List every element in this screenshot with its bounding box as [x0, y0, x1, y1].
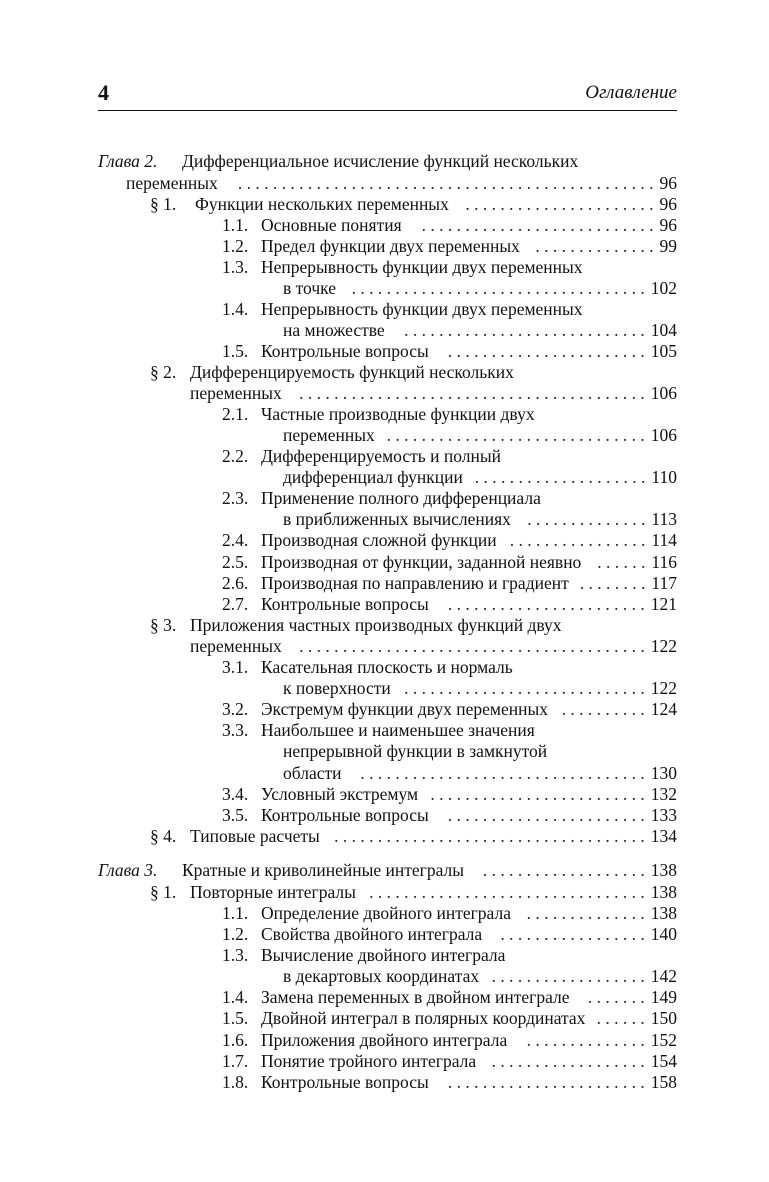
toc-subsection [0, 215, 677, 236]
subsection-title: Производная от функции, заданной неявно [261, 552, 582, 572]
page-ref: 154 [650, 1051, 677, 1071]
leader-dots: . . . . . . . . . . . . . . . . . [500, 924, 645, 944]
toc-subsection-cont [0, 467, 677, 488]
subsection-number: 3.5. [222, 805, 249, 825]
leader-dots: . . . . . . . [587, 987, 645, 1007]
leader-dots: . . . . . . . . . . . . . . . . . . . . . . [465, 194, 654, 214]
toc-subsection [0, 1030, 677, 1051]
toc-subsection-cont [0, 425, 677, 446]
subsection-number: 1.3. [222, 945, 249, 965]
leader-dots: . . . . . . . . . . . . . . . . . . . . . . . . . . . . . . . . . [360, 763, 645, 783]
toc-subsection [0, 552, 677, 573]
toc-subsection [0, 573, 677, 594]
subsection-number: 1.1. [222, 903, 249, 923]
leader-dots: . . . . . . . . . . . . . . . . . . . . . . . . . . . . . . . . [369, 882, 645, 902]
subsection-title: Двойной интеграл в полярных координатах [261, 1008, 586, 1028]
subsection-number: 2.1. [222, 404, 249, 424]
toc-subsection [0, 1051, 677, 1072]
leader-dots: . . . . . . . . . . . . . . . . . . . . . . . [447, 805, 645, 825]
subsection-title: Контрольные вопросы [261, 805, 429, 825]
leader-dots: . . . . . . . . . . . . . . . . . . . [482, 860, 645, 880]
leader-dots: . . . . . . . . . . . . . . . . . . . . . . . . . . . . . . . . . . . . [334, 826, 645, 846]
subsection-title-cont: непрерывной функции в замкнутой [283, 741, 548, 761]
toc-subsection [0, 945, 677, 966]
leader-dots: . . . . . . . . . . . . . . . . . . . . . . . . . . . . . . [386, 425, 645, 445]
subsection-title-cont: к поверхности [283, 678, 391, 698]
chapter-title: Кратные и криволинейные интегралы [182, 860, 465, 880]
toc-subsection [0, 699, 677, 720]
subsection-title: Контрольные вопросы [261, 1072, 429, 1092]
subsection-number: 1.5. [222, 1008, 249, 1028]
toc-subsection [0, 784, 677, 805]
toc-subsection [0, 404, 677, 425]
leader-dots: . . . . . . . . . . . . . . . . . . . . . . . . . . . . . . . . . . [351, 278, 645, 298]
page-ref: 121 [650, 594, 677, 614]
leader-dots: . . . . . . . . . . . . . . . . . . . . . . . [447, 341, 645, 361]
subsection-title-cont: в декартовых координатах [283, 966, 480, 986]
toc-subsection [0, 236, 677, 257]
chapter-title: Дифференциальное исчисление функций нескольких [182, 151, 579, 171]
subsection-title: Непрерывность функции двух переменных [261, 257, 583, 277]
subsection-number: 1.5. [222, 341, 249, 361]
leader-dots: . . . . . . . . . . . . . . . . . . [491, 966, 645, 986]
subsection-title: Производная сложной функции [261, 530, 497, 550]
toc-subsection [0, 987, 677, 1008]
page-ref: 138 [650, 882, 677, 902]
page-ref: 114 [651, 530, 677, 550]
subsection-number: 1.3. [222, 257, 249, 277]
subsection-title-cont: переменных [283, 425, 375, 445]
toc-subsection [0, 720, 677, 741]
section-number: § 3. [150, 615, 177, 635]
leader-dots: . . . . . . [596, 1008, 645, 1028]
section-title: Типовые расчеты [190, 826, 320, 846]
section-number: § 1. [150, 194, 177, 214]
leader-dots: . . . . . . . . . . . . . . . . . . [491, 1051, 645, 1071]
section-title: Повторные интегралы [190, 882, 356, 902]
subsection-number: 3.3. [222, 720, 249, 740]
toc-chapter-heading [0, 860, 677, 881]
page-ref: 150 [650, 1008, 677, 1028]
subsection-title: Касательная плоскость и нормаль [261, 657, 513, 677]
page-ref: 116 [651, 552, 677, 572]
page-ref: 133 [650, 805, 677, 825]
leader-dots: . . . . . . . . . . . . . . . . . . . . . . . . . [430, 784, 645, 804]
subsection-title: Замена переменных в двойном интеграле [261, 987, 570, 1007]
page-ref: 117 [651, 573, 677, 593]
subsection-number: 2.2. [222, 446, 249, 466]
section-title-cont: переменных [190, 636, 282, 656]
toc-section [0, 882, 677, 903]
toc-subsection-cont [0, 741, 677, 762]
toc-subsection [0, 1072, 677, 1093]
subsection-title-cont: в приближенных вычислениях [283, 509, 511, 529]
subsection-number: 3.1. [222, 657, 249, 677]
page-ref: 99 [659, 236, 677, 256]
leader-dots: . . . . . . . . [579, 573, 646, 593]
subsection-title: Предел функции двух переменных [261, 236, 520, 256]
section-title: Дифференцируемость функций нескольких [190, 362, 514, 382]
subsection-number: 3.4. [222, 784, 249, 804]
subsection-number: 1.4. [222, 299, 249, 319]
page-ref: 130 [650, 763, 677, 783]
toc-subsection-cont [0, 966, 677, 987]
leader-dots: . . . . . . . . . . . . . . . . . . . . . . . . . . . . . . . . . . . . . . . . . . . . . . . . [237, 173, 654, 193]
leader-dots: . . . . . . . . . . [561, 699, 645, 719]
toc-subsection [0, 299, 677, 320]
toc-subsection [0, 530, 677, 551]
running-title: Оглавление [585, 82, 677, 103]
subsection-title: Приложения двойного интеграла [261, 1030, 508, 1050]
page-ref: 124 [650, 699, 677, 719]
toc-chapter-heading-cont [0, 173, 677, 194]
subsection-number: 1.4. [222, 987, 249, 1007]
section-title: Функции нескольких переменных [195, 194, 449, 214]
toc-section-cont [0, 636, 677, 657]
section-title: Приложения частных производных функций двух [190, 615, 562, 635]
toc-section [0, 362, 677, 383]
toc-subsection [0, 657, 677, 678]
toc-subsection [0, 341, 677, 362]
section-number: § 1. [150, 882, 177, 902]
leader-dots: . . . . . . . . . . . . . . [526, 903, 645, 923]
page-ref: 140 [650, 924, 677, 944]
page-ref: 142 [650, 966, 677, 986]
toc-section [0, 194, 677, 215]
leader-dots: . . . . . . [597, 552, 646, 572]
page-ref: 102 [650, 278, 677, 298]
chapter-label: Глава 2. [98, 151, 158, 171]
leader-dots: . . . . . . . . . . . . . . [527, 509, 646, 529]
section-number: § 4. [150, 826, 177, 846]
section-number: § 2. [150, 362, 177, 382]
subsection-number: 3.2. [222, 699, 249, 719]
subsection-title: Понятие тройного интеграла [261, 1051, 477, 1071]
subsection-title: Непрерывность функции двух переменных [261, 299, 583, 319]
subsection-title-cont: в точке [283, 278, 336, 298]
toc-subsection [0, 488, 677, 509]
subsection-title: Основные понятия [261, 215, 402, 235]
subsection-number: 1.2. [222, 924, 249, 944]
subsection-number: 1.8. [222, 1072, 249, 1092]
toc-section [0, 615, 677, 636]
toc-subsection [0, 805, 677, 826]
toc-subsection-cont [0, 763, 677, 784]
toc-subsection [0, 1008, 677, 1029]
subsection-number: 1.1. [222, 215, 249, 235]
subsection-title: Свойства двойного интеграла [261, 924, 483, 944]
page-ref: 149 [650, 987, 677, 1007]
subsection-number: 1.2. [222, 236, 249, 256]
page-ref: 132 [650, 784, 677, 804]
leader-dots: . . . . . . . . . . . . . . . . . . . . [474, 467, 646, 487]
leader-dots: . . . . . . . . . . . . . . . . [509, 530, 646, 550]
page-ref: 105 [650, 341, 677, 361]
subsection-title-cont: на множестве [283, 320, 385, 340]
toc-chapter-heading [0, 151, 677, 172]
subsection-title: Наибольшее и наименьшее значения [261, 720, 535, 740]
subsection-number: 1.7. [222, 1051, 249, 1071]
header-rule [98, 110, 677, 111]
toc-subsection [0, 257, 677, 278]
page-ref: 152 [650, 1030, 677, 1050]
leader-dots: . . . . . . . . . . . . . . . . . . . . . . . . . . . . [404, 678, 645, 698]
page-ref: 106 [650, 425, 677, 445]
subsection-number: 2.5. [222, 552, 249, 572]
subsection-title: Условный экстремум [261, 784, 419, 804]
leader-dots: . . . . . . . . . . . . . . . . . . . . . . . . . . . . . . . . . . . . . . . . [299, 383, 645, 403]
page-ref: 96 [659, 215, 677, 235]
toc-subsection [0, 446, 677, 467]
subsection-number: 2.3. [222, 488, 249, 508]
subsection-number: 2.7. [222, 594, 249, 614]
page-ref: 106 [650, 383, 677, 403]
leader-dots: . . . . . . . . . . . . . . . . . . . . . . . [447, 594, 645, 614]
leader-dots: . . . . . . . . . . . . . . . . . . . . . . . . . . . . [404, 320, 645, 340]
subsection-number: 2.6. [222, 573, 249, 593]
toc-section [0, 826, 677, 847]
section-title-cont: переменных [190, 383, 282, 403]
subsection-title-cont: области [283, 763, 342, 783]
toc-subsection-cont [0, 678, 677, 699]
page-ref: 122 [650, 636, 677, 656]
page-ref: 138 [650, 860, 677, 880]
subsection-title: Вычисление двойного интеграла [261, 945, 506, 965]
toc-subsection [0, 594, 677, 615]
page-ref: 138 [650, 903, 677, 923]
toc-subsection-cont [0, 278, 677, 299]
page-ref: 122 [650, 678, 677, 698]
chapter-label: Глава 3. [98, 860, 158, 880]
page-ref: 158 [650, 1072, 677, 1092]
subsection-title: Дифференцируемость и полный [261, 446, 501, 466]
page-ref: 113 [651, 509, 677, 529]
page-ref: 134 [650, 826, 677, 846]
subsection-title: Контрольные вопросы [261, 341, 429, 361]
subsection-number: 1.6. [222, 1030, 249, 1050]
page-ref: 96 [659, 194, 677, 214]
leader-dots: . . . . . . . . . . . . . . . . . . . . . . . [447, 1072, 645, 1092]
toc-subsection-cont [0, 509, 677, 530]
page-ref: 104 [650, 320, 677, 340]
subsection-number: 2.4. [222, 530, 249, 550]
toc-subsection-cont [0, 320, 677, 341]
subsection-title: Частные производные функции двух [261, 404, 535, 424]
toc-subsection [0, 903, 677, 924]
page-ref: 96 [659, 173, 677, 193]
leader-dots: . . . . . . . . . . . . . . [535, 236, 654, 256]
subsection-title: Контрольные вопросы [261, 594, 429, 614]
toc-section-cont [0, 383, 677, 404]
leader-dots: . . . . . . . . . . . . . . [526, 1030, 645, 1050]
toc-subsection [0, 924, 677, 945]
page-number: 4 [98, 80, 109, 105]
subsection-title: Экстремум функции двух переменных [261, 699, 548, 719]
chapter-title-cont: переменных [126, 173, 218, 193]
page-ref: 110 [651, 467, 677, 487]
subsection-title-cont: дифференциал функции [283, 467, 463, 487]
subsection-title: Применение полного дифференциала [261, 488, 541, 508]
leader-dots: . . . . . . . . . . . . . . . . . . . . . . . . . . . . . . . . . . . . . . . . [299, 636, 645, 656]
subsection-title: Определение двойного интеграла [261, 903, 511, 923]
leader-dots: . . . . . . . . . . . . . . . . . . . . . . . . . . . [421, 215, 654, 235]
subsection-title: Производная по направлению и градиент [261, 573, 569, 593]
